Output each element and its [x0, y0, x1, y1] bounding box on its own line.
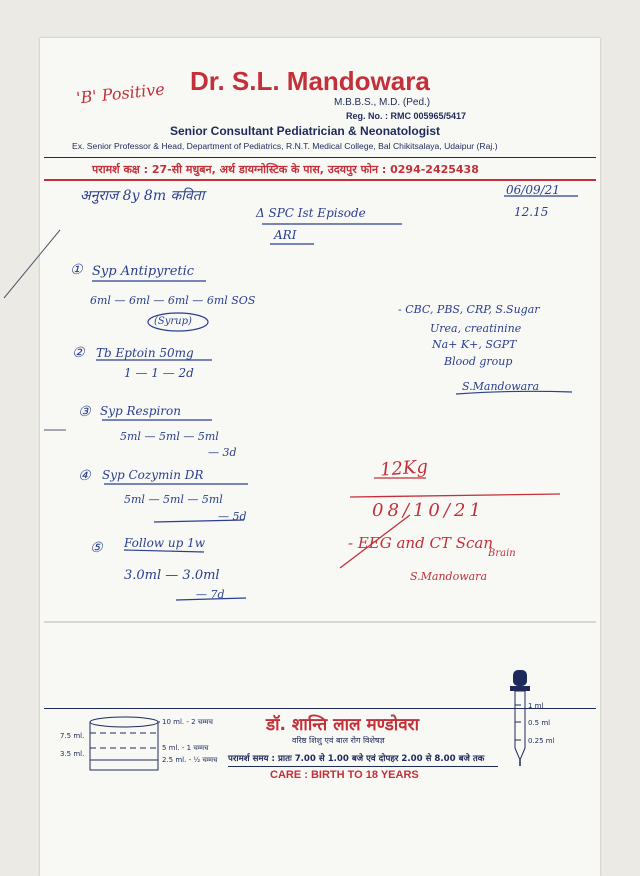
- signature-1: S.Mandowara: [462, 380, 539, 393]
- medicine-3-extra: — 3d: [208, 446, 237, 459]
- medicine-2-number: ②: [72, 345, 85, 361]
- patient-details: अनुराज 8y 8m कविता: [80, 188, 205, 204]
- investigation-2: Urea, creatinine: [430, 322, 522, 335]
- clinic-address-phone: परामर्श कक्ष : 27-सी मधुबन, अर्थ डायग्नोस्टिक के पास, उदयपुर फोन : 0294-2425438: [92, 163, 479, 176]
- medicine-3-number: ③: [78, 404, 91, 420]
- medicine-5-dose: 3.0ml — 3.0ml: [124, 568, 220, 583]
- cup-label-2-5ml: 2.5 ml. - ½ चम्मच: [162, 756, 218, 764]
- dropper-label-0-5ml: 0.5 ml: [528, 719, 551, 727]
- medicine-3-dose: 5ml — 5ml — 5ml: [120, 430, 219, 443]
- doctor-title: Senior Consultant Pediatrician & Neonatologist: [170, 124, 441, 138]
- medicine-1-name: Syp Antipyretic: [92, 264, 195, 279]
- footer-specialty-hindi: वरिष्ठ शिशु एवं बाल रोग विशेषज्ञ: [292, 736, 385, 745]
- medicine-5-extra: — 7d: [196, 588, 225, 601]
- visit-time: 12.15: [514, 205, 549, 219]
- investigation-4: Blood group: [444, 355, 513, 368]
- medicine-5-name: Follow up 1w: [124, 536, 206, 550]
- diagnosis-line: Δ SPC Ist Episode: [256, 206, 366, 220]
- medicine-4-dose: 5ml — 5ml — 5ml: [124, 493, 223, 506]
- medicine-4-extra: — 5d: [218, 510, 247, 523]
- visit-date: 06/09/21: [506, 183, 560, 197]
- footer-doctor-name-hindi: डॉ. शान्ति लाल मण्डोवरा: [266, 715, 420, 735]
- cup-label-5ml: 5 ml. - 1 चम्मच: [162, 744, 209, 752]
- doctor-name: Dr. S.L. Mandowara: [190, 66, 430, 96]
- investigation-1: - CBC, PBS, CRP, S.Sugar: [398, 303, 540, 316]
- cup-label-7-5ml: 7.5 ml.: [60, 732, 85, 740]
- blood-group-note: 'B' Positive: [75, 79, 166, 108]
- medicine-1-number: ①: [70, 262, 83, 278]
- dropper-label-1ml: 1 ml: [528, 702, 544, 710]
- doctor-degrees: M.B.B.S., M.D. (Ped.): [334, 97, 431, 108]
- followup-weight: 12Kg: [379, 456, 429, 481]
- cup-label-10ml: 10 ml. - 2 चम्मच: [162, 718, 213, 726]
- care-age-range: CARE : BIRTH TO 18 YEARS: [270, 769, 419, 781]
- signature-2: S.Mandowara: [410, 570, 487, 583]
- dropper-label-0-25ml: 0.25 ml: [528, 737, 555, 745]
- medicine-2-name: Tb Eptoin 50mg: [96, 346, 194, 360]
- footer-timing: परामर्श समय : प्रातः 7.00 से 1.00 बजे एवं दोपहर 2.00 से 8.00 बजे तक: [228, 754, 485, 764]
- diagnosis: ARI: [274, 228, 297, 242]
- medicine-2-dose: 1 — 1 — 2d: [124, 366, 194, 380]
- investigation-3: Na+ K+, SGPT: [432, 338, 517, 351]
- doctor-affiliation: Ex. Senior Professor & Head, Department of Pediatrics, R.N.T. Medical College, Bal Chikitsalaya, Udaipur (Raj.): [72, 141, 498, 151]
- followup-note: - EEG and CT Scan: [348, 534, 493, 552]
- medicine-1-extra: (Syrup): [154, 316, 192, 327]
- followup-note-2: Brain: [488, 548, 516, 559]
- registration-number: Reg. No. : RMC 005965/5417: [346, 111, 467, 121]
- medicine-5-number: ⑤: [90, 540, 103, 556]
- cup-label-3-5ml: 3.5 ml.: [60, 750, 85, 758]
- medicine-3-name: Syp Respiron: [100, 404, 181, 418]
- medicine-4-number: ④: [78, 468, 91, 484]
- followup-date: 08/10/21: [372, 500, 485, 521]
- medicine-4-name: Syp Cozymin DR: [102, 468, 204, 482]
- medicine-1-dose: 6ml — 6ml — 6ml — 6ml SOS: [90, 294, 256, 307]
